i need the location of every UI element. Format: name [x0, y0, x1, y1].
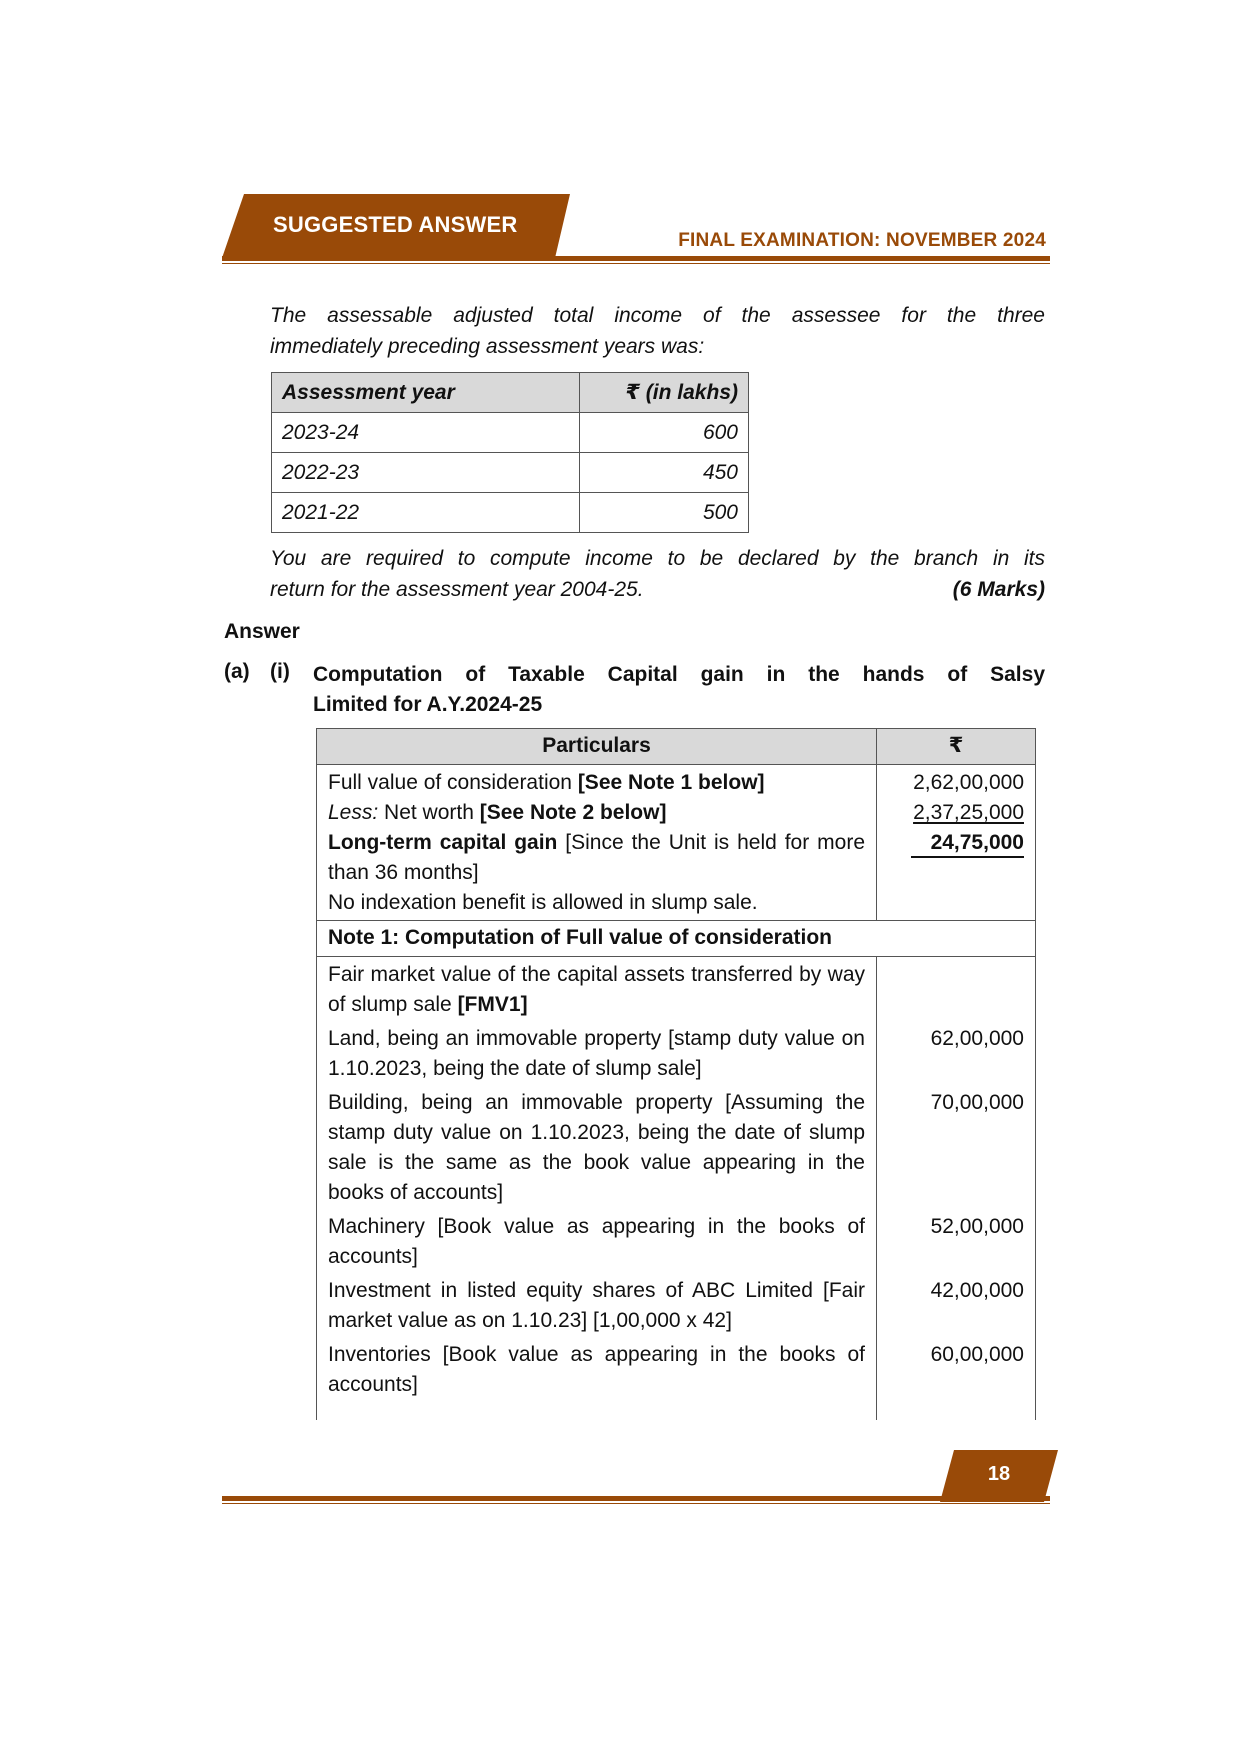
- computation-title-line-2: Limited for A.Y.2024-25: [313, 693, 543, 716]
- header-rule-thin: [222, 263, 1050, 264]
- machinery-amount: 52,00,000: [877, 1208, 1036, 1272]
- net-worth-label: Less: Net worth [See Note 2 below]: [317, 798, 877, 828]
- table-row: [317, 1084, 1036, 1208]
- ltcg-label: Long-term capital gain [Since the Unit is held for more than 36 months]: [317, 828, 877, 888]
- table-row: [272, 493, 749, 533]
- intro-line-1: The assessable adjusted total income of the assessee for the three: [270, 304, 1045, 327]
- table-row: [317, 1272, 1036, 1336]
- footer-rule: [222, 1496, 1050, 1501]
- inventories-label: Inventories [Book value as appearing in the books of accounts]: [317, 1336, 877, 1400]
- table-row: [317, 1020, 1036, 1084]
- table-header-row: [317, 729, 1036, 765]
- table-row: [317, 828, 1036, 888]
- ay-value: 600: [580, 413, 749, 453]
- note-1-heading-row: [317, 921, 1036, 957]
- indexation-note: No indexation benefit is allowed in slump sale.: [317, 888, 877, 921]
- ay-value: 500: [580, 493, 749, 533]
- computation-title: [313, 660, 1045, 720]
- col-particulars: Particulars: [317, 729, 877, 765]
- ltcg-amount: 24,75,000: [877, 828, 1036, 888]
- note-1-heading: Note 1: Computation of Full value of consideration: [317, 921, 1036, 957]
- table-row: [272, 453, 749, 493]
- requirement-line-1: You are required to compute income to be declared by the branch in its: [270, 547, 1045, 570]
- computation-table: [316, 728, 1036, 1420]
- land-label: Land, being an immovable property [stamp duty value on 1.10.2023, being the date of slump sale]: [317, 1020, 877, 1084]
- marks-label: (6 Marks): [952, 578, 1045, 601]
- ay-year: 2023-24: [272, 413, 580, 453]
- assessment-year-table: [271, 372, 749, 533]
- header-tab-label: SUGGESTED ANSWER: [273, 212, 518, 237]
- table-row: [272, 413, 749, 453]
- ay-year: 2021-22: [272, 493, 580, 533]
- full-value-label: Full value of consideration [See Note 1 below]: [317, 765, 877, 799]
- machinery-label: Machinery [Book value as appearing in the books of accounts]: [317, 1208, 877, 1272]
- requirement-line-2: [270, 574, 1045, 605]
- table-row: [317, 888, 1036, 921]
- table-row: [317, 1336, 1036, 1400]
- answer-heading: Answer: [224, 620, 300, 643]
- page-number: 18: [987, 1463, 1011, 1485]
- requirement-line-2-text: return for the assessment year 2004-25.: [270, 578, 644, 601]
- question-subpart: (i): [270, 660, 290, 683]
- exam-title: FINAL EXAMINATION: NOVEMBER 2024: [678, 230, 1046, 251]
- fmv-label: Fair market value of the capital assets transferred by way of slump sale [FMV1]: [317, 957, 877, 1021]
- inventories-amount: 60,00,000: [877, 1336, 1036, 1400]
- col-in-lakhs: ₹ (in lakhs): [580, 373, 749, 413]
- investment-label: Investment in listed equity shares of ABC Limited [Fair market value as on 1.10.23] [1,00,000 x 42]: [317, 1272, 877, 1336]
- table-row: [317, 798, 1036, 828]
- building-amount: 70,00,000: [877, 1084, 1036, 1208]
- ay-value: 450: [580, 453, 749, 493]
- col-assessment-year: Assessment year: [272, 373, 580, 413]
- table-row: [317, 957, 1036, 1021]
- net-worth-amount: 2,37,25,000: [877, 798, 1036, 828]
- full-value-amount: 2,62,00,000: [877, 765, 1036, 799]
- computation-table-wrapper: [316, 728, 1036, 1420]
- question-part: (a): [224, 660, 250, 683]
- header-rule: [222, 256, 1050, 261]
- table-header-row: [272, 373, 749, 413]
- footer-rule-thin: [222, 1503, 1050, 1504]
- col-rupee: ₹: [877, 729, 1036, 765]
- computation-title-line-1: Computation of Taxable Capital gain in the hands of Salsy: [313, 663, 1045, 686]
- building-label: Building, being an immovable property [Assuming the stamp duty value on 1.10.2023, being the date of slump sale is the same as the book value appearing in the books of accounts]: [317, 1084, 877, 1208]
- investment-amount: 42,00,000: [877, 1272, 1036, 1336]
- table-row: [317, 765, 1036, 799]
- intro-line-2: immediately preceding assessment years was:: [270, 335, 705, 358]
- land-amount: 62,00,000: [877, 1020, 1036, 1084]
- ay-year: 2022-23: [272, 453, 580, 493]
- table-row: [317, 1208, 1036, 1272]
